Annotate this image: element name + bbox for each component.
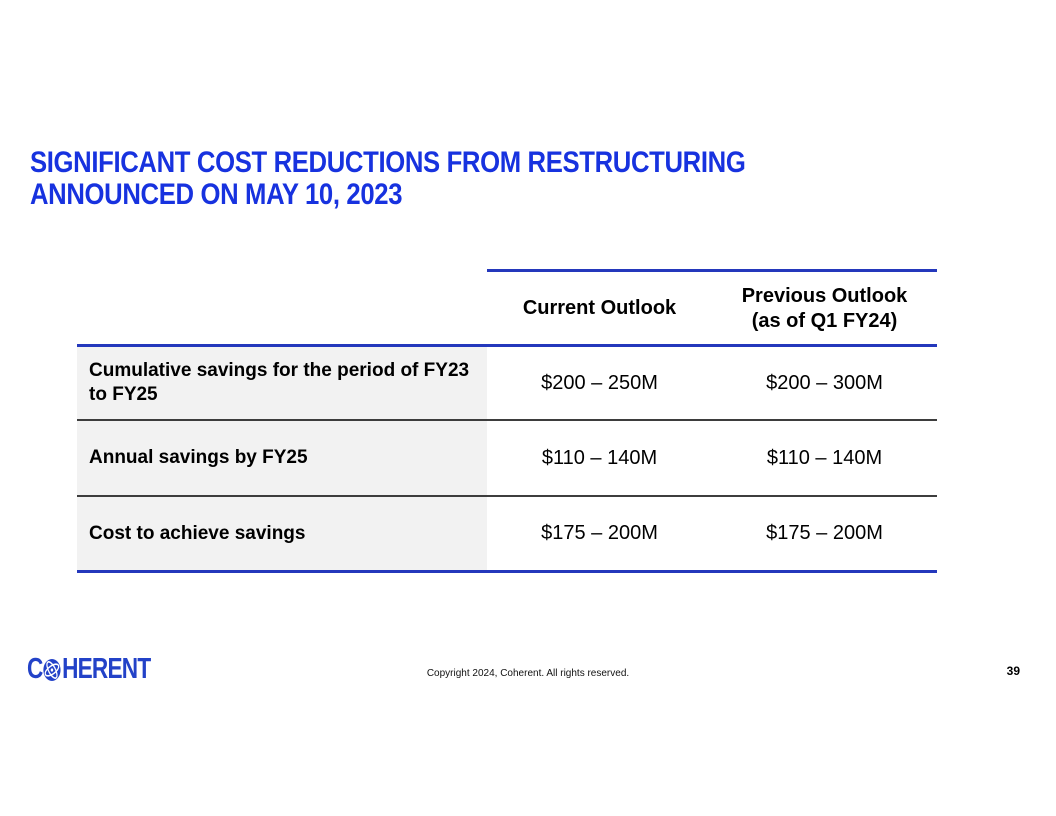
logo-text-left: C bbox=[27, 653, 43, 685]
outlook-table bbox=[77, 269, 937, 573]
table-row bbox=[77, 497, 937, 573]
row-label bbox=[77, 347, 487, 419]
table-row bbox=[77, 347, 937, 421]
logo-text-right: HERENT bbox=[62, 653, 151, 685]
row-current-value: $175 – 200M bbox=[541, 522, 658, 544]
table-row bbox=[77, 421, 937, 497]
page-number: 39 bbox=[1006, 664, 1020, 678]
row-label-text: Annual savings by FY25 bbox=[89, 447, 308, 468]
column-header-sublabel: (as of Q1 FY24) bbox=[751, 309, 898, 332]
row-previous-value: $175 – 200M bbox=[766, 522, 883, 544]
slide-title-line1: SIGNIFICANT COST REDUCTIONS FROM RESTRUCTURING bbox=[30, 146, 746, 179]
row-label bbox=[77, 497, 487, 570]
column-header-label: Current Outlook bbox=[522, 297, 677, 319]
column-header-previous-outlook bbox=[712, 269, 937, 344]
table-header-row bbox=[77, 269, 937, 347]
row-current-value: $200 – 250M bbox=[541, 371, 658, 394]
copyright-text: Copyright 2024, Coherent. All rights reserved. bbox=[426, 668, 630, 679]
atom-icon bbox=[43, 658, 62, 682]
row-previous-value: $200 – 300M bbox=[766, 371, 883, 394]
header-spacer-cell bbox=[77, 269, 487, 344]
slide-title bbox=[30, 147, 745, 210]
row-label bbox=[77, 421, 487, 495]
row-label-text: Cost to achieve savings bbox=[89, 522, 306, 544]
slide-title-line2: ANNOUNCED ON MAY 10, 2023 bbox=[30, 177, 403, 211]
column-header-current-outlook bbox=[487, 269, 712, 344]
row-current-value: $110 – 140M bbox=[541, 446, 658, 469]
row-label-text: Cumulative savings for the period of FY23 to FY25 bbox=[89, 360, 470, 405]
header-top-rule bbox=[487, 269, 937, 272]
row-previous-value: $110 – 140M bbox=[766, 446, 883, 469]
column-header-label: Previous Outlook bbox=[741, 284, 908, 307]
coherent-logo bbox=[27, 653, 151, 685]
